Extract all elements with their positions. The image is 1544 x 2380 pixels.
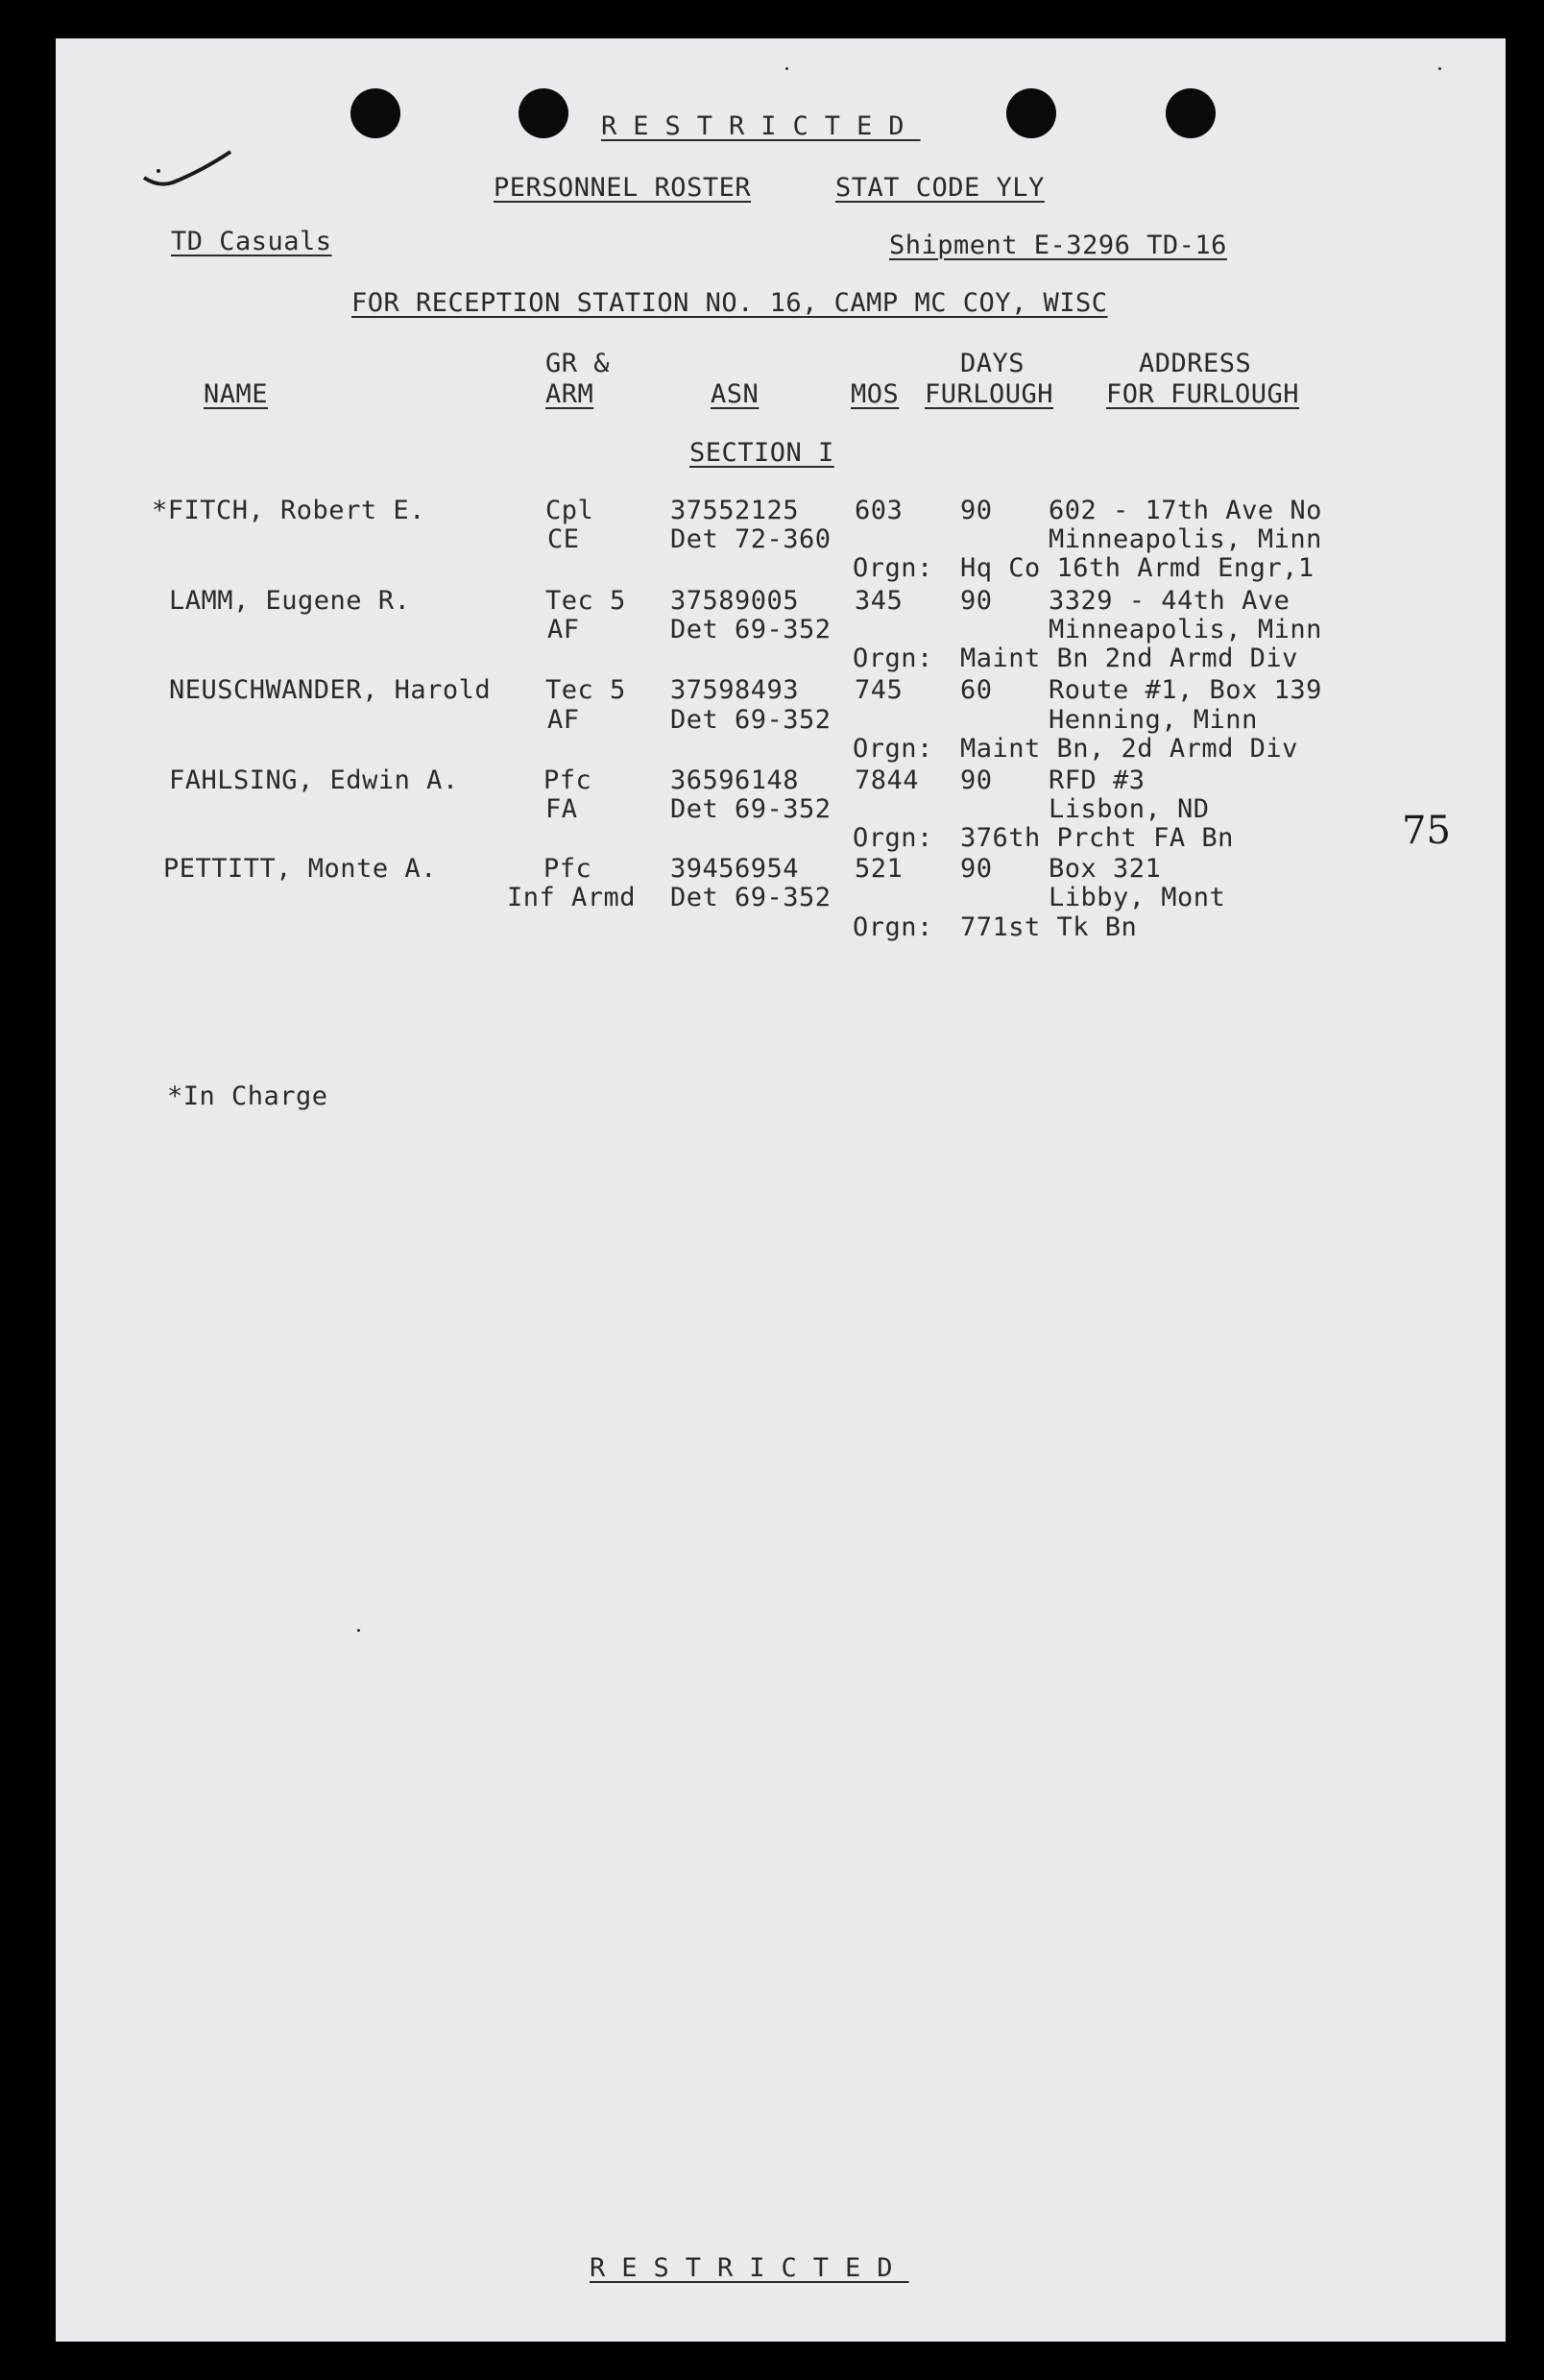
row-name: LAMM, Eugene R. xyxy=(169,586,411,616)
row-orgn-label: Orgn: xyxy=(853,734,933,764)
row-det: Det 69-352 xyxy=(670,615,832,644)
column-header-grade-bottom: ARM xyxy=(545,379,594,409)
column-header-name: NAME xyxy=(204,379,269,409)
paper-speck xyxy=(357,1629,360,1632)
column-header-address-top: ADDRESS xyxy=(1139,349,1252,378)
row-grade: Tec 5 xyxy=(545,675,626,705)
row-orgn-label: Orgn: xyxy=(853,823,933,853)
row-days: 90 xyxy=(960,765,993,795)
stat-code: STAT CODE YLY xyxy=(835,173,1045,203)
row-det: Det 69-352 xyxy=(670,705,832,735)
row-asn: 36596148 xyxy=(670,765,800,795)
row-address-line2: Henning, Minn xyxy=(1049,705,1258,735)
row-orgn: Maint Bn, 2d Armd Div xyxy=(960,734,1298,764)
column-header-days-bottom: FURLOUGH xyxy=(925,379,1054,409)
punch-hole-2 xyxy=(519,88,568,138)
row-days: 90 xyxy=(960,586,993,616)
row-mos: 345 xyxy=(855,586,904,616)
row-asn: 37589005 xyxy=(670,586,800,616)
row-address-line2: Lisbon, ND xyxy=(1049,794,1210,824)
row-det: Det 72-360 xyxy=(670,524,832,554)
column-header-grade-top: GR & xyxy=(545,349,611,378)
row-days: 60 xyxy=(960,675,993,705)
row-grade: Pfc xyxy=(543,854,592,884)
row-arm: FA xyxy=(545,794,578,824)
row-arm: Inf Armd xyxy=(507,883,637,912)
row-days: 90 xyxy=(960,496,993,525)
row-address-line1: Box 321 xyxy=(1049,854,1162,884)
row-orgn-label: Orgn: xyxy=(853,644,933,673)
column-header-mos: MOS xyxy=(851,379,900,409)
row-orgn-label: Orgn: xyxy=(853,553,933,583)
row-address-line2: Minneapolis, Minn xyxy=(1049,615,1322,644)
row-arm: AF xyxy=(547,615,580,644)
row-address-line2: Minneapolis, Minn xyxy=(1049,524,1322,554)
row-det: Det 69-352 xyxy=(670,794,832,824)
column-header-address-bottom: FOR FURLOUGH xyxy=(1106,379,1300,409)
row-grade: Tec 5 xyxy=(545,586,626,616)
destination: FOR RECEPTION STATION NO. 16, CAMP MC COY, WISC xyxy=(351,288,1108,318)
row-orgn: 771st Tk Bn xyxy=(960,912,1138,942)
row-arm: AF xyxy=(547,705,580,735)
row-mos: 603 xyxy=(855,496,904,525)
row-orgn: 376th Prcht FA Bn xyxy=(960,823,1234,853)
classification-bottom: RESTRICTED xyxy=(590,2253,909,2283)
column-header-asn: ASN xyxy=(711,379,760,409)
row-address-line1: RFD #3 xyxy=(1049,765,1146,795)
row-address-line2: Libby, Mont xyxy=(1049,883,1226,912)
row-mos: 521 xyxy=(855,854,904,884)
row-address-line1: Route #1, Box 139 xyxy=(1049,675,1322,705)
punch-hole-4 xyxy=(1166,88,1216,138)
row-det: Det 69-352 xyxy=(670,883,832,912)
row-orgn-label: Orgn: xyxy=(853,912,933,942)
row-orgn: Hq Co 16th Armd Engr,1 xyxy=(960,553,1315,583)
section-title: SECTION I xyxy=(689,438,834,468)
row-arm: CE xyxy=(547,524,580,554)
row-name: PETTITT, Monte A. xyxy=(163,854,437,884)
check-mark-icon xyxy=(134,144,240,202)
row-orgn: Maint Bn 2nd Armd Div xyxy=(960,644,1298,673)
punch-hole-1 xyxy=(350,88,400,138)
row-name: *FITCH, Robert E. xyxy=(152,496,425,525)
paper-speck xyxy=(1438,67,1441,70)
shipment-label: Shipment E-3296 TD-16 xyxy=(889,231,1227,260)
row-days: 90 xyxy=(960,854,993,884)
row-mos: 7844 xyxy=(855,765,920,795)
row-address-line1: 602 - 17th Ave No xyxy=(1049,496,1322,525)
paper-speck xyxy=(785,67,788,70)
row-mos: 745 xyxy=(855,675,904,705)
row-grade: Cpl xyxy=(545,496,594,525)
margin-number: 75 xyxy=(1402,809,1451,853)
roster-title: PERSONNEL ROSTER xyxy=(494,173,752,203)
row-name: NEUSCHWANDER, Harold xyxy=(169,675,492,705)
column-header-days-top: DAYS xyxy=(960,349,1025,378)
footnote: *In Charge xyxy=(167,1081,328,1111)
unit-label: TD Casuals xyxy=(171,227,332,256)
classification-top: RESTRICTED xyxy=(601,111,921,141)
row-grade: Pfc xyxy=(543,765,592,795)
row-asn: 37552125 xyxy=(670,496,800,525)
row-asn: 39456954 xyxy=(670,854,800,884)
row-name: FAHLSING, Edwin A. xyxy=(169,765,459,795)
punch-hole-3 xyxy=(1006,88,1056,138)
row-address-line1: 3329 - 44th Ave xyxy=(1049,586,1291,616)
row-asn: 37598493 xyxy=(670,675,800,705)
document-page xyxy=(56,38,1506,2342)
